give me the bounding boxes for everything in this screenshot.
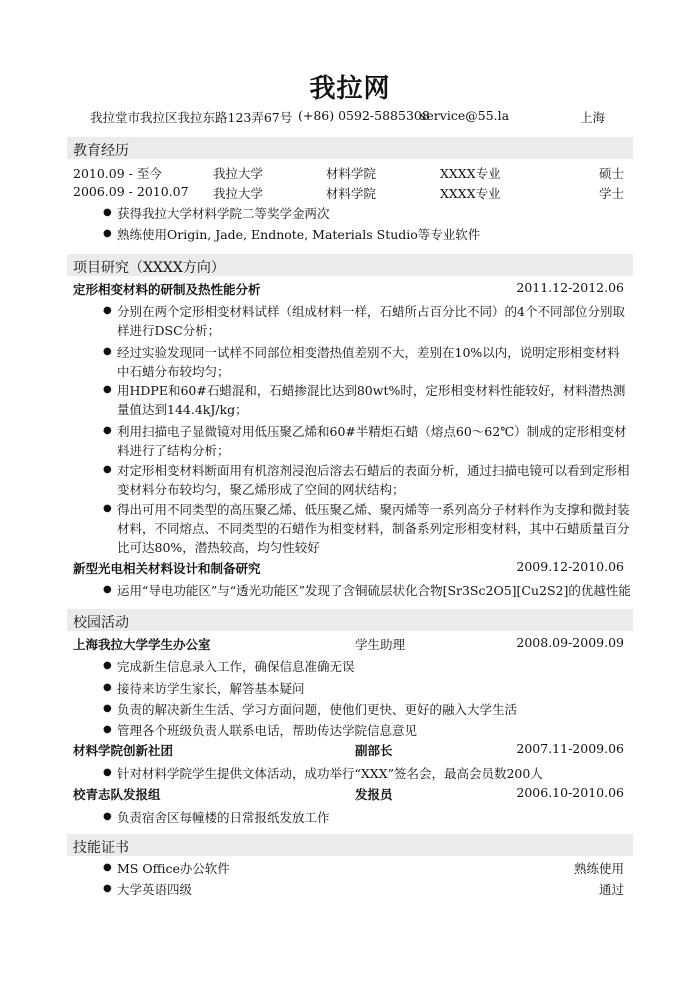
campus-period: 2006.10-2010.06 <box>516 785 624 800</box>
campus-org: 校青志队发报组 <box>73 787 161 802</box>
bullet-icon: ● <box>103 464 112 475</box>
skill-name: MS Office办公软件 <box>117 861 230 876</box>
project-bullet: 得出可用不同类型的高压聚乙烯、低压聚乙烯、聚丙烯等一系列高分子材料作为支撑和微封装材料，不同熔点、不同类型的石蜡作为相变材料，制备系列定形相变材料，其中石蜡质量百分比可达80%，潜热较高，均匀性较好 <box>117 502 630 555</box>
email[interactable]: service@55.la <box>420 108 510 123</box>
campus-org: 材料学院创新社团 <box>73 743 174 758</box>
skill-name: 大学英语四级 <box>117 882 193 897</box>
campus-role: 发报员 <box>355 787 393 802</box>
campus-bullet: 负责的解决新生生活、学习方面问题，使他们更快、更好的融入大学生活 <box>117 702 518 717</box>
skill-level: 熟练使用 <box>573 861 624 876</box>
edu-college: 材料学院 <box>326 166 377 181</box>
edu-major: XXXX专业 <box>440 166 501 181</box>
bullet-icon: ● <box>103 503 112 514</box>
project-bullet: 用HDPE和60#石蜡混和，石蜡掺混比达到80wt%时，定形相变材料性能较好，材料潜热测量值达到144.4kJ/kg； <box>117 383 626 417</box>
edu-bullet: 熟练使用Origin, Jade, Endnote, Materials Studio等专业软件 <box>117 227 481 242</box>
bullet-icon: ● <box>103 767 112 778</box>
address: 我拉堂市我拉区我拉东路123弄67号 <box>90 110 293 125</box>
city: 上海 <box>580 110 606 125</box>
edu-period: 2010.09 - 至今 <box>73 166 162 181</box>
bullet-icon: ● <box>103 384 112 395</box>
bullet-icon: ● <box>103 425 112 436</box>
project-bullet: 利用扫描电子显微镜对用低压聚乙烯和60#半精炬石蜡（熔点60～62℃）制成的定形相变材料进行了结构分析； <box>117 424 627 458</box>
campus-bullet: 管理各个班级负责人联系电话，帮助传达学院信息意见 <box>117 723 418 738</box>
section-title: 技能证书 <box>73 840 129 856</box>
campus-role: 学生助理 <box>355 637 406 652</box>
edu-school: 我拉大学 <box>213 166 264 181</box>
bullet-icon: ● <box>103 346 112 357</box>
bullet-icon: ● <box>103 660 112 671</box>
bullet-icon: ● <box>103 883 112 894</box>
section-skills <box>67 834 633 856</box>
campus-period: 2007.11-2009.06 <box>516 741 624 756</box>
edu-major: XXXX专业 <box>440 186 501 201</box>
edu-college: 材料学院 <box>326 186 377 201</box>
campus-org: 上海我拉大学学生办公室 <box>73 637 211 652</box>
project-name: 定形相变材料的研制及热性能分析 <box>73 282 261 297</box>
project-name: 新型光电相关材料设计和制备研究 <box>73 561 261 576</box>
phone: (+86) 0592-5885308 <box>298 108 430 123</box>
edu-bullet: 获得我拉大学材料学院二等奖学金两次 <box>117 206 330 221</box>
edu-school: 我拉大学 <box>213 186 264 201</box>
edu-degree: 硕士 <box>598 166 624 181</box>
bullet-icon: ● <box>103 811 112 822</box>
project-period: 2011.12-2012.06 <box>516 280 624 295</box>
bullet-icon: ● <box>103 207 112 218</box>
bullet-icon: ● <box>103 724 112 735</box>
section-education <box>67 137 633 159</box>
project-bullet: 经过实验发现同一试样不同部位相变潜热值差别不大，差别在10%以内，说明定形相变材料中石蜡分布较均匀； <box>117 345 620 379</box>
bullet-icon: ● <box>103 682 112 693</box>
section-title: 项目研究（XXXX方向） <box>73 260 225 276</box>
project-bullet: 对定形相变材料断面用有机溶剂浸泡后溶去石蜡后的表面分析，通过扫描电镜可以看到定形相变材料分布较均匀，聚乙烯形成了空间的网状结构； <box>117 463 630 497</box>
project-bullet: 运用“导电功能区”与“透光功能区”发现了含铜硫层状化合物[Sr3Sc2O5][Cu2S2]的优越性能 <box>117 583 631 598</box>
campus-bullet: 接待来访学生家长，解答基本疑问 <box>117 681 305 696</box>
bullet-icon: ● <box>103 305 112 316</box>
edu-degree: 学士 <box>598 186 624 201</box>
skill-level: 通过 <box>598 882 624 897</box>
campus-bullet: 负责宿舍区每幢楼的日常报纸发放工作 <box>117 810 330 825</box>
section-projects <box>67 254 633 276</box>
campus-role: 副部长 <box>355 743 393 758</box>
campus-bullet: 完成新生信息录入工作，确保信息准确无误 <box>117 659 355 674</box>
bullet-icon: ● <box>103 862 112 873</box>
bullet-icon: ● <box>103 228 112 239</box>
campus-period: 2008.09-2009.09 <box>516 635 624 650</box>
bullet-icon: ● <box>103 584 112 595</box>
project-bullet: 分别在两个定形相变材料试样（组成材料一样，石蜡所占百分比不同）的4个不同部位分别取样进行DSC分析； <box>117 304 625 338</box>
bullet-icon: ● <box>103 703 112 714</box>
section-title: 校园活动 <box>73 615 129 631</box>
project-period: 2009.12-2010.06 <box>516 559 624 574</box>
section-title: 教育经历 <box>73 143 129 159</box>
resume-name: 我拉网 <box>309 74 391 104</box>
section-campus <box>67 609 633 631</box>
edu-period: 2006.09 - 2010.07 <box>73 184 189 199</box>
campus-bullet: 针对材料学院学生提供文体活动，成功举行“XXX”签名会，最高会员数200人 <box>117 766 543 781</box>
